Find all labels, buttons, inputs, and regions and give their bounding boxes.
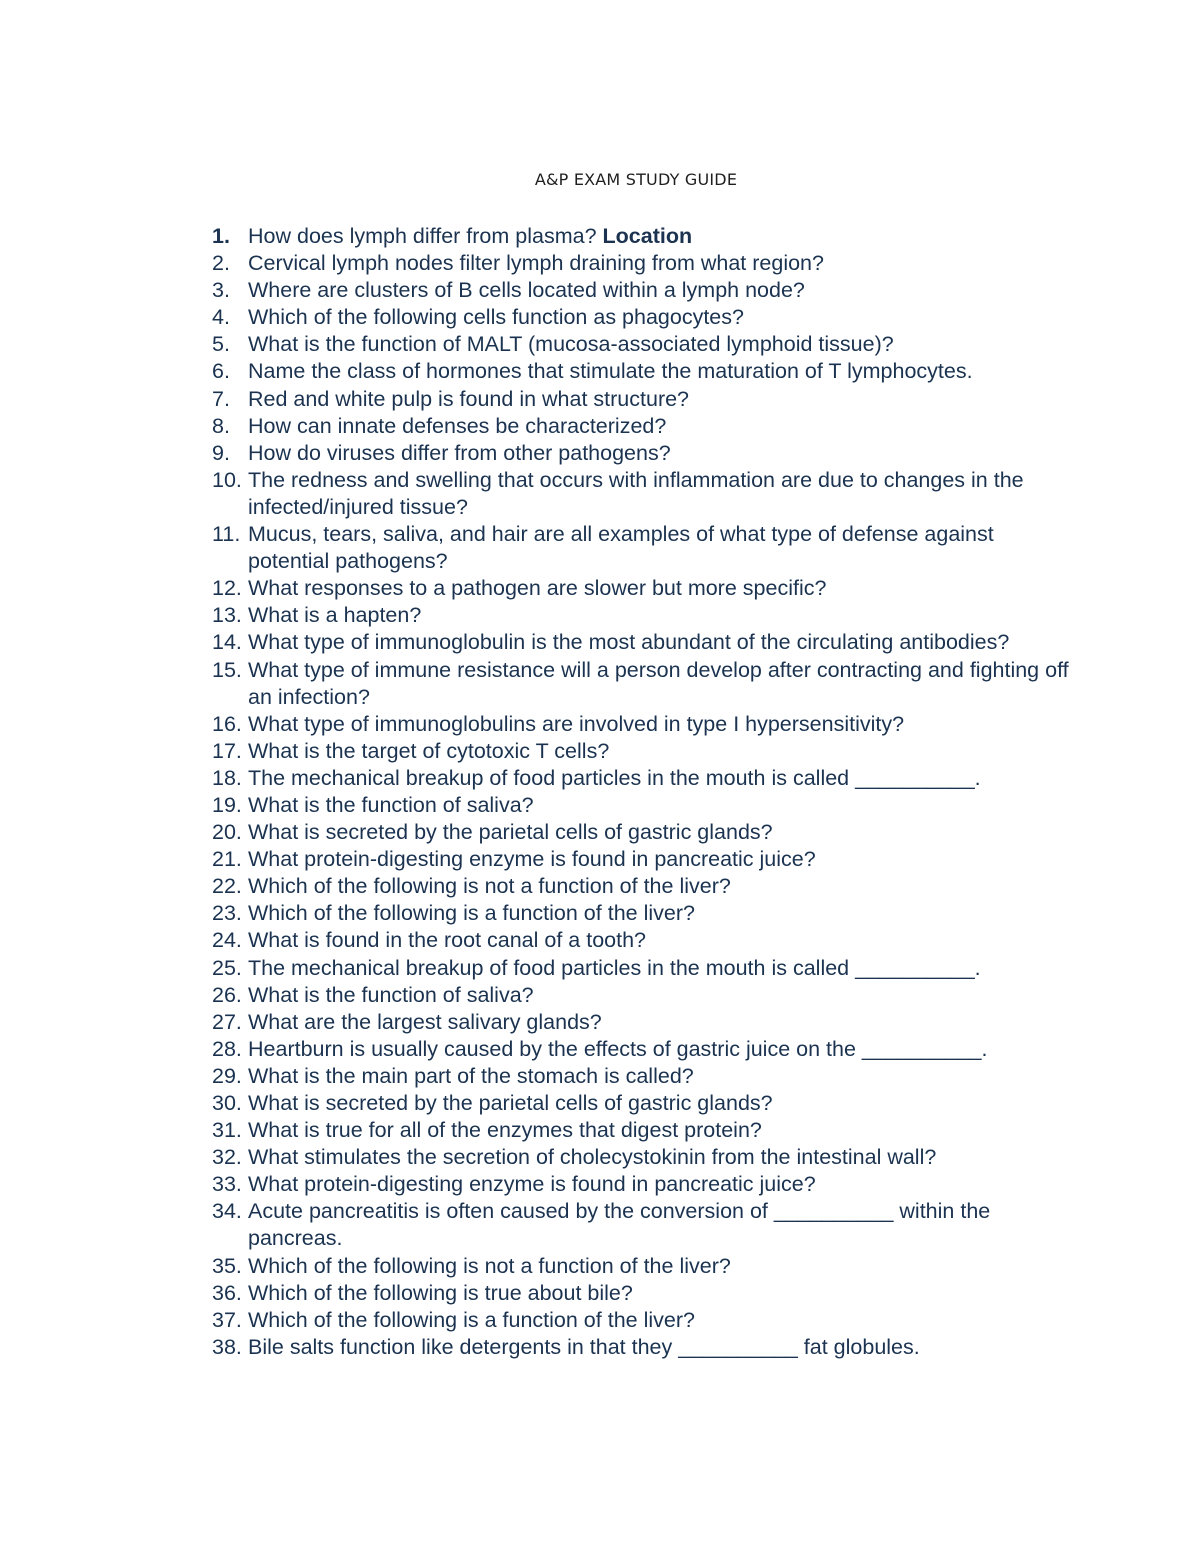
question-number: 20. [212,820,242,845]
question-item [212,1009,1072,1036]
question-number: 35. [212,1253,242,1278]
question-number: 2. [212,251,230,276]
question-prompt: What is the target of cytotoxic T cells? [248,738,610,763]
question-text [248,358,1072,385]
question-item [212,386,1072,413]
question-prompt: Name the class of hormones that stimulate the maturation of T lymphocytes. [248,359,973,384]
question-item [212,1334,1072,1361]
question-number: 7. [212,386,230,411]
question-item [212,223,1072,250]
question-prompt: What is true for all of the enzymes that digest protein? [248,1118,762,1143]
question-prompt: What type of immunoglobulins are involved in type I hypersensitivity? [248,711,905,736]
question-number: 36. [212,1280,242,1305]
question-prompt: What is secreted by the parietal cells of gastric glands? [248,1091,773,1115]
question-item [212,1280,1072,1307]
question-number: 5. [212,332,230,357]
question-prompt: Acute pancreatitis is often caused by the conversion of __________ within the pancreas. [248,1199,991,1251]
question-prompt: What is found in the root canal of a tooth? [248,928,647,953]
question-prompt: Which of the following cells function as phagocytes? [248,305,744,330]
question-item [212,765,1072,792]
question-text [248,1117,1072,1144]
question-prompt: How can innate defenses be characterized? [248,413,667,438]
question-number: 29. [212,1063,242,1088]
question-item [212,250,1072,277]
question-prompt: What is secreted by the parietal cells of gastric glands? [248,820,773,845]
question-prompt: Red and white pulp is found in what structure? [248,386,690,411]
question-prompt: What is the function of saliva? [248,982,534,1007]
question-number: 24. [212,928,242,953]
question-number: 25. [212,955,242,980]
question-item [212,711,1072,738]
question-item [212,927,1072,954]
question-prompt: What protein-digesting enzyme is found in pancreatic juice? [248,1172,816,1197]
question-text [248,657,1072,711]
question-text [248,1063,1072,1090]
question-text [248,1144,1072,1171]
question-number: 13. [212,603,242,628]
question-text [248,575,1072,602]
question-text [248,1090,1072,1117]
question-item [212,819,1072,846]
question-text [248,304,1072,331]
question-text [248,1253,1072,1280]
question-item [212,358,1072,385]
question-number: 1. [212,224,230,248]
question-text [248,440,1072,467]
question-prompt: Which of the following is a function of the liver? [248,1307,695,1332]
question-text [248,250,1072,277]
question-list [212,223,1072,1361]
question-number: 4. [212,305,230,330]
question-text [248,765,1072,792]
question-number: 37. [212,1307,242,1332]
question-text [248,1198,1072,1252]
question-text [248,846,1072,873]
question-item [212,1063,1072,1090]
question-number: 38. [212,1334,242,1359]
question-text [248,223,1072,250]
question-number: 14. [212,630,242,655]
question-answer: Location [602,224,693,248]
question-prompt: What is the function of MALT (mucosa-associated lymphoid tissue)? [248,332,894,357]
question-prompt: What responses to a pathogen are slower but more specific? [248,576,827,601]
question-prompt: The mechanical breakup of food particles in the mouth is called __________. [248,955,981,980]
question-item [212,1253,1072,1280]
question-item [212,331,1072,358]
question-item [212,440,1072,467]
question-number: 11. [212,522,241,547]
question-prompt: What are the largest salivary glands? [248,1009,602,1034]
question-number: 18. [212,765,242,790]
question-item [212,738,1072,765]
question-number: 22. [212,874,242,899]
question-item [212,575,1072,602]
question-text [248,1036,1072,1063]
question-item [212,846,1072,873]
question-number: 32. [212,1145,242,1170]
question-text [248,955,1072,982]
question-prompt: Which of the following is true about bile? [248,1280,633,1305]
question-item [212,1198,1072,1252]
question-number: 33. [212,1172,242,1197]
question-text [248,1307,1072,1334]
question-number: 10. [212,467,242,492]
question-text [248,819,1072,846]
question-item [212,900,1072,927]
question-item [212,277,1072,304]
question-item [212,955,1072,982]
question-number: 30. [212,1091,242,1115]
question-text [248,738,1072,765]
question-item [212,792,1072,819]
question-number: 28. [212,1036,242,1061]
question-prompt: What is the main part of the stomach is called? [248,1063,694,1088]
question-text [248,1171,1072,1198]
question-item [212,304,1072,331]
question-text [248,1334,1072,1361]
question-text [248,629,1072,656]
question-item [212,629,1072,656]
question-number: 23. [212,901,242,926]
question-prompt: Which of the following is not a function of the liver? [248,874,731,899]
question-text [248,277,1072,304]
question-number: 9. [212,440,230,465]
question-number: 31. [212,1118,242,1143]
question-text [248,927,1072,954]
question-text [248,900,1072,927]
question-number: 15. [212,657,242,682]
question-prompt: Where are clusters of B cells located within a lymph node? [248,278,805,303]
question-text [248,386,1072,413]
question-item [212,982,1072,1009]
question-text [248,982,1072,1009]
question-number: 26. [212,982,242,1007]
question-prompt: Which of the following is not a function of the liver? [248,1253,731,1278]
question-text [248,331,1072,358]
question-number: 16. [212,711,242,736]
question-text [248,873,1072,900]
question-item [212,413,1072,440]
question-number: 8. [212,413,230,438]
question-prompt: How does lymph differ from plasma? [248,224,597,248]
question-prompt: The mechanical breakup of food particles in the mouth is called __________. [248,765,981,790]
question-text [248,711,1072,738]
question-prompt: What is the function of saliva? [248,792,534,817]
question-number: 19. [212,792,242,817]
question-prompt: What type of immunoglobulin is the most abundant of the circulating antibodies? [248,630,1010,655]
question-text [248,413,1072,440]
question-prompt: What protein-digesting enzyme is found in pancreatic juice? [248,847,816,872]
question-number: 6. [212,359,230,384]
question-number: 17. [212,738,242,763]
question-text [248,467,1072,521]
question-number: 12. [212,576,242,601]
question-number: 34. [212,1199,242,1224]
question-prompt: Bile salts function like detergents in that they __________ fat globules. [248,1334,920,1359]
question-item [212,1171,1072,1198]
question-item [212,1144,1072,1171]
question-item [212,467,1072,521]
question-prompt: Mucus, tears, saliva, and hair are all examples of what type of defense against potential pathogens? [248,522,994,574]
question-prompt: What is a hapten? [248,603,422,628]
question-item [212,1036,1072,1063]
question-text [248,602,1072,629]
question-item [212,1307,1072,1334]
question-text [248,1280,1072,1307]
question-text [248,1009,1072,1036]
question-prompt: Heartburn is usually caused by the effects of gastric juice on the __________. [248,1036,988,1061]
question-number: 21. [212,847,242,872]
question-prompt: The redness and swelling that occurs with inflammation are due to changes in the infected/injured tissue? [248,467,1024,519]
question-text [248,521,1072,575]
question-item [212,1117,1072,1144]
question-item [212,873,1072,900]
question-prompt: What stimulates the secretion of cholecystokinin from the intestinal wall? [248,1145,937,1170]
question-prompt: How do viruses differ from other pathogens? [248,440,671,465]
question-item [212,602,1072,629]
question-text [248,792,1072,819]
question-item [212,657,1072,711]
question-prompt: What type of immune resistance will a person develop after contracting and fighting off an infection? [248,657,1069,709]
question-number: 27. [212,1009,242,1034]
question-prompt: Cervical lymph nodes filter lymph draining from what region? [248,251,824,276]
question-item [212,1090,1072,1117]
question-prompt: Which of the following is a function of the liver? [248,901,695,926]
page-title: A&P EXAM STUDY GUIDE [534,170,738,189]
question-number: 3. [212,278,230,303]
question-item [212,521,1072,575]
